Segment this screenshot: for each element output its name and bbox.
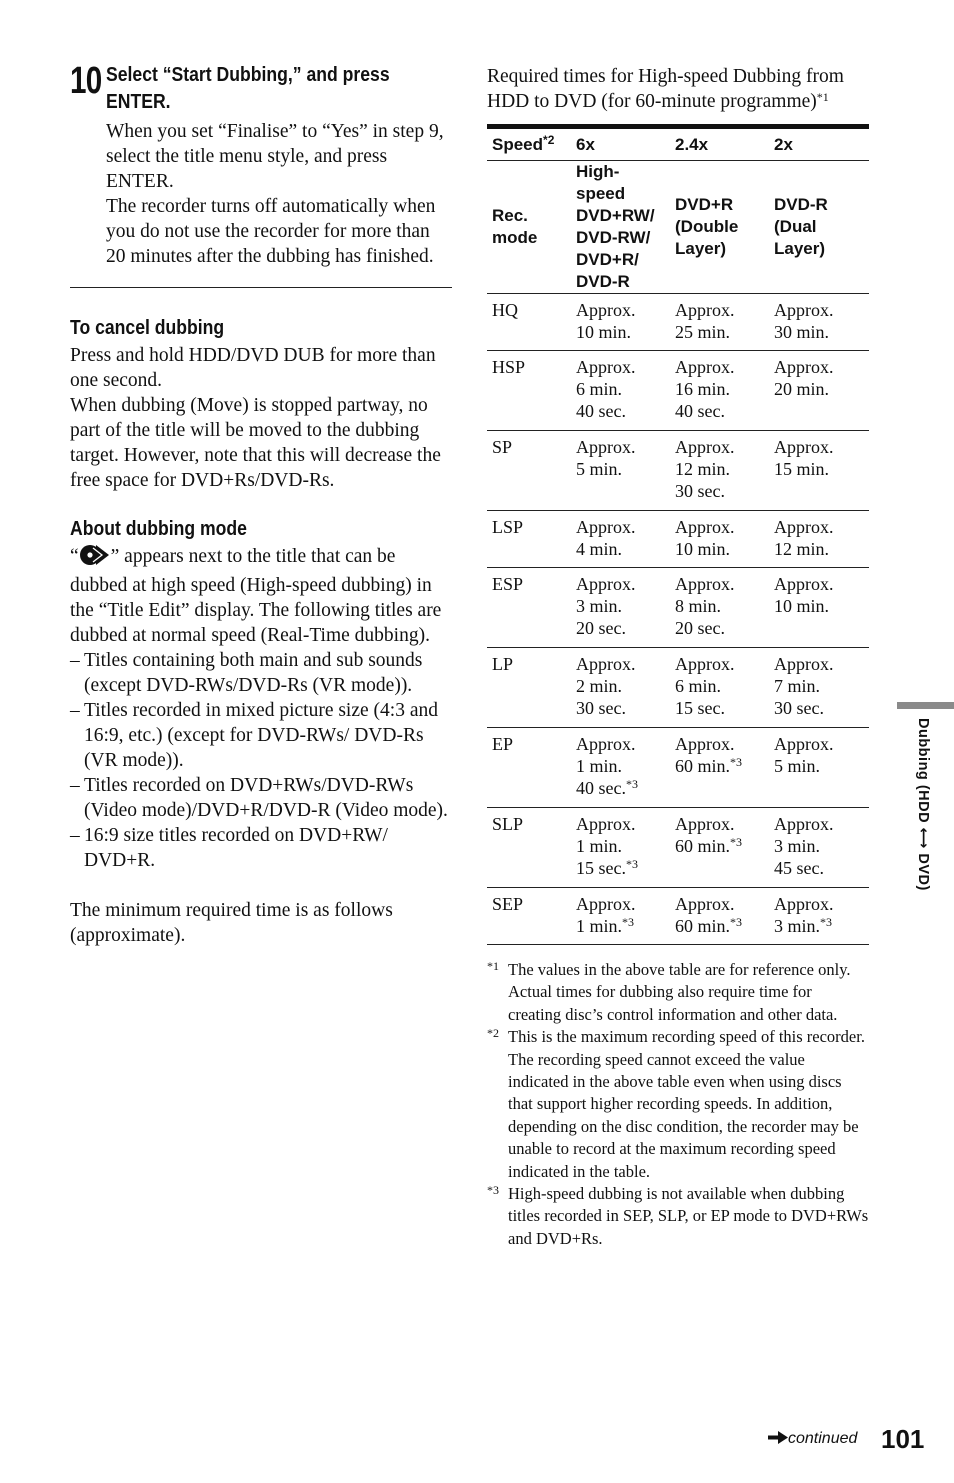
time-line: Approx. <box>774 300 834 320</box>
section-tab-label: Dubbing (HDD ⟷ DVD) <box>915 718 931 891</box>
time-cell <box>769 351 869 431</box>
time-line: Approx. <box>675 517 735 537</box>
time-cell <box>571 431 670 511</box>
step-paragraph: When you set “Finalise” to “Yes” in step 9, select the title menu style, and press ENTER. <box>106 121 444 192</box>
time-line: Approx. <box>774 517 834 537</box>
footnote-1: *1 The values in the above table are for reference only. Actual times for dubbing also require time for creating disc’s control information and other data. <box>487 959 851 1024</box>
time-line: Approx. <box>774 437 834 457</box>
step-10 <box>70 62 452 269</box>
time-line: 3 min. <box>774 836 821 856</box>
time-line: 30 sec. <box>774 698 824 718</box>
footnote-ref: *3 <box>625 777 638 791</box>
table-row <box>487 888 869 945</box>
footnote-ref: *3 <box>625 857 638 871</box>
time-cell <box>769 568 869 648</box>
rec-mode-cell: EP <box>487 728 571 808</box>
time-line: Approx. <box>576 894 636 914</box>
time-line: 2 min. <box>576 676 623 696</box>
rec-mode-label: Rec. mode <box>487 161 571 294</box>
step-instructions <box>106 119 452 269</box>
time-cell <box>670 808 769 888</box>
time-line: 30 sec. <box>675 481 725 501</box>
time-line: 40 sec. <box>675 401 725 421</box>
rec-mode-cell: SLP <box>487 808 571 888</box>
time-cell <box>769 728 869 808</box>
time-line: Approx. <box>576 300 636 320</box>
time-line: 8 min. <box>675 596 722 616</box>
page-number: 101 <box>881 1424 925 1454</box>
time-cell <box>769 888 869 945</box>
time-line: 1 min.$^{*3}$ <box>576 915 635 936</box>
speed-6x: 6x <box>571 127 670 161</box>
step-title-line-1: Select “Start Dubbing,” and press <box>106 64 390 86</box>
cancel-section <box>70 315 452 493</box>
time-cell <box>571 888 670 945</box>
time-cell <box>670 431 769 511</box>
high-speed-disc-icon <box>79 544 111 573</box>
time-cell <box>670 511 769 568</box>
time-cell <box>571 808 670 888</box>
time-cell <box>571 568 670 648</box>
rec-mode-cell: LSP <box>487 511 571 568</box>
footnote-ref: *2 <box>543 132 555 147</box>
time-cell <box>670 648 769 728</box>
time-line: 40 sec.$^{*3}$ <box>576 777 638 798</box>
time-line: 10 min. <box>576 322 632 342</box>
time-line: Approx. <box>576 357 636 377</box>
about-section <box>70 516 452 948</box>
speed-2x: 2x <box>769 127 869 161</box>
time-line: Approx. <box>774 814 834 834</box>
time-line: 25 min. <box>675 322 731 342</box>
time-line: Approx. <box>675 734 735 754</box>
about-heading: About dubbing mode <box>70 518 247 540</box>
continued-indicator <box>768 1429 857 1449</box>
time-line: 3 min.$^{*3}$ <box>774 915 833 936</box>
time-line: 10 min. <box>774 596 830 616</box>
table-row <box>487 648 869 728</box>
speed-label: Speed$^{*2}$ <box>487 127 571 161</box>
time-line: 10 min. <box>675 539 731 559</box>
about-intro <box>70 544 452 648</box>
time-cell <box>670 294 769 351</box>
time-line: Approx. <box>576 814 636 834</box>
time-line: 5 min. <box>774 756 821 776</box>
time-line: 1 min. <box>576 836 623 856</box>
table-body <box>487 294 869 945</box>
table-row <box>487 351 869 431</box>
rec-mode-cell: HSP <box>487 351 571 431</box>
time-line: 30 sec. <box>576 698 626 718</box>
time-cell <box>769 648 869 728</box>
footnote-ref: *3 <box>730 915 743 929</box>
time-cell <box>571 728 670 808</box>
time-cell <box>670 728 769 808</box>
footnotes <box>487 959 869 1250</box>
table-row <box>487 431 869 511</box>
time-line: Approx. <box>675 437 735 457</box>
cancel-paragraph: Press and hold HDD/DVD DUB for more than one second. <box>70 345 436 391</box>
footnote-ref: *3 <box>820 915 833 929</box>
step-title-line-2: ENTER. <box>106 91 171 113</box>
table-row <box>487 511 869 568</box>
table-row <box>487 294 869 351</box>
dubbing-time-table <box>487 124 869 945</box>
time-cell <box>571 351 670 431</box>
time-line: 60 min.$^{*3}$ <box>675 755 743 776</box>
media-header-row <box>487 161 869 294</box>
realtime-conditions-list <box>70 648 452 873</box>
time-line: 5 min. <box>576 459 623 479</box>
time-line: 16 min. <box>675 379 731 399</box>
table-row <box>487 728 869 808</box>
time-line: Approx. <box>774 574 834 594</box>
time-line: Approx. <box>675 357 735 377</box>
footnote-ref: *3 <box>730 835 743 849</box>
speed-2-4x: 2.4x <box>670 127 769 161</box>
media-dvd-plus-r-double-layer: DVD+R (Double Layer) <box>670 161 769 294</box>
time-cell <box>571 511 670 568</box>
time-line: 12 min. <box>675 459 731 479</box>
rec-mode-cell: SP <box>487 431 571 511</box>
time-line: 15 min. <box>774 459 830 479</box>
time-cell <box>670 888 769 945</box>
time-cell <box>670 351 769 431</box>
right-column <box>487 64 869 1250</box>
about-outro: The minimum required time is as follows (approximate). <box>70 900 393 946</box>
time-line: Approx. <box>576 574 636 594</box>
time-line: 12 min. <box>774 539 830 559</box>
footnote-ref: *3 <box>622 915 635 929</box>
time-line: Approx. <box>774 894 834 914</box>
speed-header-row <box>487 127 869 161</box>
rec-mode-cell: HQ <box>487 294 571 351</box>
section-tab-bar <box>897 702 954 709</box>
time-line: 4 min. <box>576 539 623 559</box>
step-paragraph: The recorder turns off automatically when you do not use the recorder for more than 20 minutes after the dubbing has finished. <box>106 196 436 267</box>
rec-mode-cell: SEP <box>487 888 571 945</box>
cancel-heading: To cancel dubbing <box>70 317 225 339</box>
time-line: Approx. <box>774 654 834 674</box>
step-title <box>106 62 410 116</box>
time-line: 45 sec. <box>774 858 824 878</box>
time-cell <box>571 648 670 728</box>
time-line: Approx. <box>675 300 735 320</box>
rec-mode-cell: ESP <box>487 568 571 648</box>
continued-label: continued <box>788 1430 858 1447</box>
time-line: Approx. <box>675 654 735 674</box>
list-item: – Titles recorded on DVD+RWs/DVD-RWs (Video mode)/DVD+R/DVD-R (Video mode). <box>70 775 448 821</box>
footnote-ref: *3 <box>730 755 743 769</box>
right-arrow-icon <box>768 1430 788 1447</box>
time-line: Approx. <box>576 517 636 537</box>
time-line: Approx. <box>675 574 735 594</box>
time-line: 60 min.$^{*3}$ <box>675 915 743 936</box>
time-line: 3 min. <box>576 596 623 616</box>
table-intro: Required times for High-speed Dubbing from HDD to DVD (for 60-minute programme)$^{*1}$ <box>487 66 844 112</box>
time-line: 20 min. <box>774 379 830 399</box>
time-cell <box>670 568 769 648</box>
time-line: Approx. <box>774 357 834 377</box>
rec-mode-cell: LP <box>487 648 571 728</box>
time-line: Approx. <box>675 814 735 834</box>
table-row <box>487 568 869 648</box>
section-divider <box>70 287 452 288</box>
media-dvd-r-dual-layer: DVD-R (Dual Layer) <box>769 161 869 294</box>
time-cell <box>769 511 869 568</box>
time-line: 6 min. <box>576 379 623 399</box>
time-line: 40 sec. <box>576 401 626 421</box>
footnote-2: *2 This is the maximum recording speed of this recorder. The recording speed cannot exceed the value indicated in the above table even when using discs that support higher recording speeds. In addition, depending on the disc condition, the recorder may be unable to record at the maximum recording speed indicated in the table. <box>487 1026 865 1181</box>
time-line: 30 min. <box>774 322 830 342</box>
time-line: Approx. <box>774 734 834 754</box>
time-line: 20 sec. <box>675 618 725 638</box>
list-item: – Titles recorded in mixed picture size (4:3 and 16:9, etc.) (except for DVD-RWs/ DVD-Rs (VR mode)). <box>70 700 438 771</box>
step-number: 10 <box>70 60 102 102</box>
time-cell <box>769 431 869 511</box>
list-item: – 16:9 size titles recorded on DVD+RW/ DVD+R. <box>70 825 388 871</box>
footnote-ref: *1 <box>816 90 829 104</box>
time-line: 20 sec. <box>576 618 626 638</box>
left-column <box>70 52 452 948</box>
time-line: 6 min. <box>675 676 722 696</box>
time-line: 1 min. <box>576 756 623 776</box>
list-item: – Titles containing both main and sub sounds (except DVD-RWs/DVD-Rs (VR mode)). <box>70 650 423 696</box>
time-line: 15 sec.$^{*3}$ <box>576 857 638 878</box>
open-quote: “ <box>70 546 79 567</box>
footnote-3: *3 High-speed dubbing is not available when dubbing titles recorded in SEP, SLP, or EP mode to DVD+RWs and DVD+Rs. <box>487 1183 869 1248</box>
time-cell <box>769 294 869 351</box>
time-line: 15 sec. <box>675 698 725 718</box>
time-line: 7 min. <box>774 676 821 696</box>
media-high-speed-dvd: High-speed DVD+RW/ DVD-RW/ DVD+R/ DVD-R <box>571 161 670 294</box>
time-cell <box>571 294 670 351</box>
time-line: Approx. <box>576 437 636 457</box>
about-intro-text: ” appears next to the title that can be dubbed at high speed (High-speed dubbing) in the “Title Edit” display. The following titles are dubbed at normal speed (Real-Time dubbing). <box>70 546 442 646</box>
time-line: 60 min.$^{*3}$ <box>675 835 743 856</box>
table-row <box>487 808 869 888</box>
time-line: Approx. <box>675 894 735 914</box>
time-line: Approx. <box>576 654 636 674</box>
cancel-paragraph: When dubbing (Move) is stopped partway, no part of the title will be moved to the dubbing target. However, note that this will decrease the free space for DVD+Rs/DVD-Rs. <box>70 395 441 491</box>
time-line: Approx. <box>576 734 636 754</box>
time-cell <box>769 808 869 888</box>
